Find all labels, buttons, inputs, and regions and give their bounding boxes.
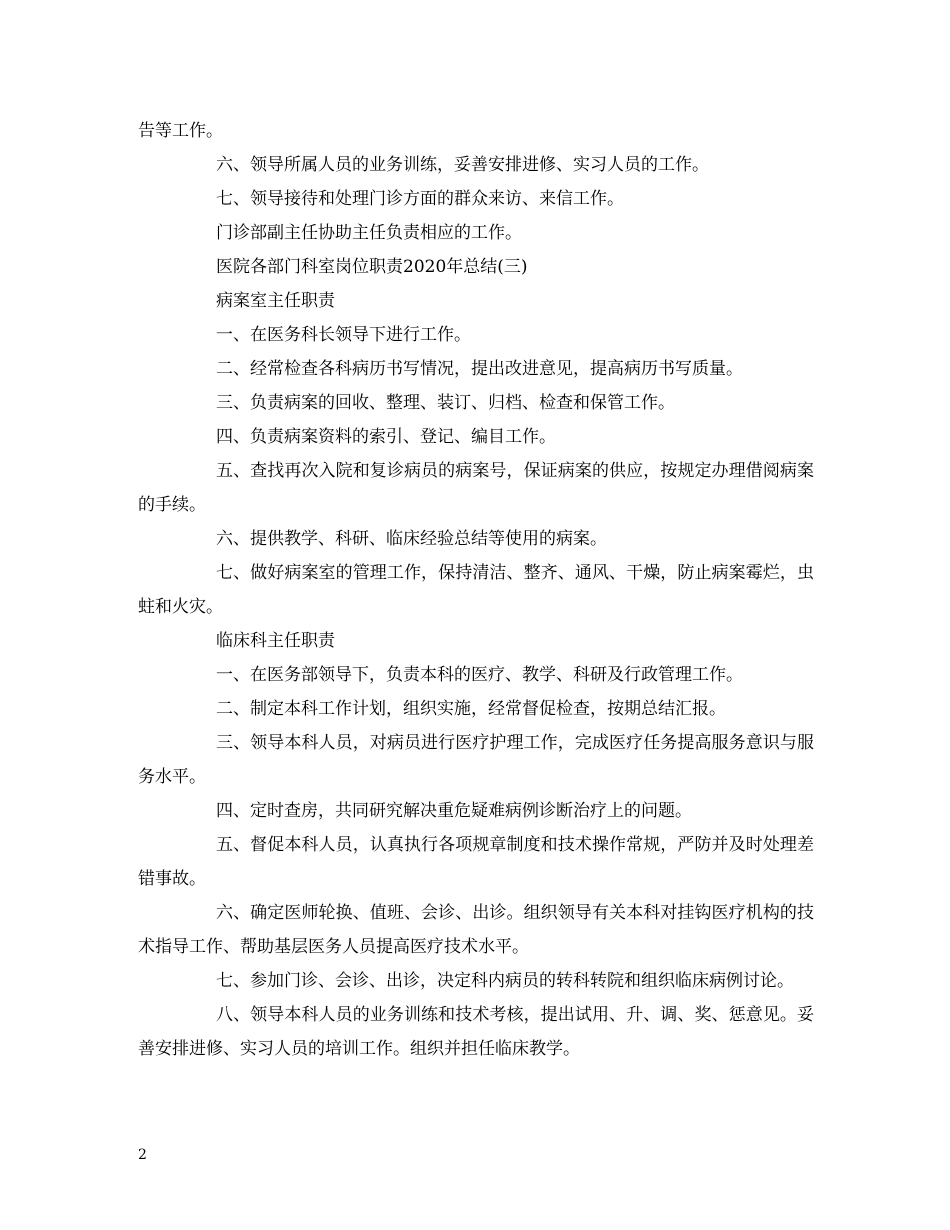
paragraph: 七、领导接待和处理门诊方面的群众来访、来信工作。 xyxy=(216,189,624,209)
paragraph: 告等工作。 xyxy=(138,121,223,141)
paragraph: 四、定时查房，共同研究解决重危疑难病例诊断治疗上的问题。 xyxy=(216,801,692,821)
paragraph: 四、负责病案资料的索引、登记、编目工作。 xyxy=(216,427,556,447)
section-heading: 临床科主任职责 xyxy=(216,631,335,651)
section-title: 医院各部门科室岗位职责2020年总结(三) xyxy=(216,257,528,277)
paragraph: 二、经常检查各科病历书写情况，提出改进意见，提高病历书写质量。 xyxy=(216,359,743,379)
paragraph: 六、提供教学、科研、临床经验总结等使用的病案。 xyxy=(216,529,607,549)
paragraph: 一、在医务部领导下，负责本科的医疗、教学、科研及行政管理工作。 xyxy=(216,665,743,685)
paragraph: 三、领导本科人员，对病员进行医疗护理工作，完成医疗任务提高服务意识与服务水平。 xyxy=(138,733,814,787)
paragraph: 七、参加门诊、会诊、出诊，决定科内病员的转科转院和组织临床病例讨论。 xyxy=(216,971,794,991)
section-heading: 病案室主任职责 xyxy=(216,291,335,311)
paragraph: 五、查找再次入院和复诊病员的病案号，保证病案的供应，按规定办理借阅病案的手续。 xyxy=(138,461,814,515)
paragraph: 六、确定医师轮换、值班、会诊、出诊。组织领导有关本科对挂钩医疗机构的技术指导工作、帮助基层医务人员提高医疗技术水平。 xyxy=(138,903,814,957)
paragraph: 五、督促本科人员，认真执行各项规章制度和技术操作常规，严防并及时处理差错事故。 xyxy=(138,835,814,889)
paragraph: 一、在医务科长领导下进行工作。 xyxy=(216,325,471,345)
paragraph: 八、领导本科人员的业务训练和技术考核，提出试用、升、调、奖、惩意见。妥善安排进修、实习人员的培训工作。组织并担任临床教学。 xyxy=(138,1005,814,1059)
paragraph: 二、制定本科工作计划，组织实施，经常督促检查，按期总结汇报。 xyxy=(216,699,726,719)
paragraph: 三、负责病案的回收、整理、装订、归档、检查和保管工作。 xyxy=(216,393,675,413)
paragraph: 七、做好病案室的管理工作，保持清洁、整齐、通风、干燥，防止病案霉烂，虫蛀和火灾。 xyxy=(138,563,814,617)
paragraph: 六、领导所属人员的业务训练，妥善安排进修、实习人员的工作。 xyxy=(216,155,709,175)
paragraph: 门诊部副主任协助主任负责相应的工作。 xyxy=(216,223,522,243)
page-number: 2 xyxy=(138,1147,147,1163)
document-body xyxy=(138,114,814,1066)
